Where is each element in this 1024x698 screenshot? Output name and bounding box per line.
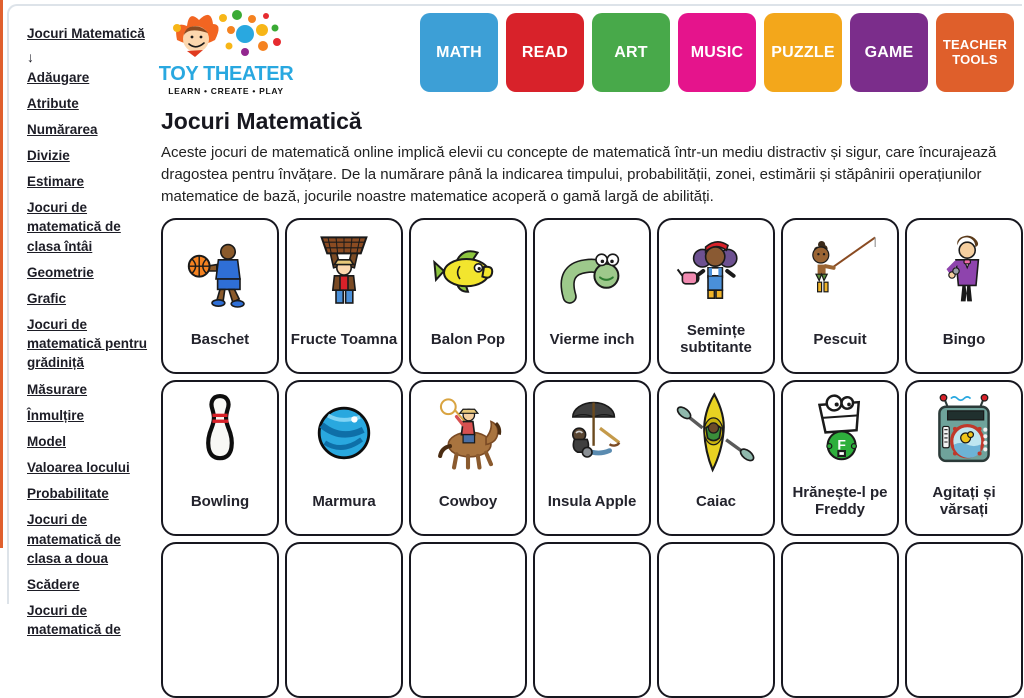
fishing-girl-icon [798, 231, 882, 311]
sidebar-item-geometrie[interactable]: Geometrie [27, 264, 94, 280]
sidebar-item-valoarea-locului[interactable]: Valoarea locului [27, 460, 130, 476]
nav-math-button[interactable]: MATH [420, 13, 498, 92]
freddy-cup-frog-icon [798, 392, 882, 474]
nav-music-button[interactable]: MUSIC [678, 13, 756, 92]
game-card-baschet[interactable] [161, 218, 279, 374]
sidebar [27, 24, 149, 646]
game-card-partial [285, 542, 403, 698]
game-card-label: Bingo [942, 330, 986, 348]
game-card-pescuit[interactable] [781, 218, 899, 374]
sidebar-item-masurare[interactable]: Măsurare [27, 381, 88, 397]
game-card-marmura[interactable] [285, 380, 403, 536]
game-card-label: Pescuit [813, 330, 867, 348]
marble-icon [302, 393, 386, 473]
page-description: Aceste jocuri de matematică online implică elevii cu concepte de matematică într-un mediu distractiv și sigur, care încurajează dragostea pentru învățare. De la numărare până la indicarea timpului, probabilității, zonei, estimării și stăpânirii operațiunilor matematice de bază, jocurile noastre matematice acoperă o gamă largă de abilități. [161, 144, 997, 206]
sidebar-item-jocuri-matematica[interactable]: Jocuri Matematică [27, 26, 145, 41]
page-title: Jocuri Matematică [161, 108, 362, 134]
top-nav [420, 13, 1014, 92]
game-card-grid [161, 218, 1023, 698]
logo-tagline: LEARN • CREATE • PLAY [168, 86, 284, 96]
game-card-label: Insula Apple [547, 492, 637, 510]
sidebar-item-estimare[interactable]: Estimare [27, 174, 85, 190]
nav-read-button[interactable]: READ [506, 13, 584, 92]
cowgirl-horse-icon [422, 392, 514, 474]
game-card-label: Marmura [312, 492, 376, 510]
game-card-partial [781, 542, 899, 698]
sidebar-item-inmultire[interactable]: Înmulțire [27, 407, 85, 423]
game-card-label: Hrănește-l pe Freddy [792, 483, 888, 519]
game-card-vierme-inch[interactable] [533, 218, 651, 374]
fish-icon [426, 231, 510, 311]
sidebar-item-probabilitate[interactable]: Probabilitate [27, 486, 109, 502]
game-card-label: Semințe subtitante [680, 321, 752, 357]
sidebar-item-clasa-a-doua[interactable]: Jocuri de matematică de clasa a doua [27, 512, 121, 566]
basketball-player-icon [178, 231, 262, 311]
inchworm-icon [550, 231, 634, 311]
sidebar-item-grafic[interactable]: Grafic [27, 290, 67, 306]
game-card-label: Vierme inch [549, 330, 635, 348]
logo-title: TOY THEATER [158, 63, 294, 85]
game-card-partial [161, 542, 279, 698]
farmer-basket-icon [302, 231, 386, 311]
nav-art-button[interactable]: ART [592, 13, 670, 92]
game-card-fructe-toamna[interactable] [285, 218, 403, 374]
game-card-partial [905, 542, 1023, 698]
jester-dots-logo-icon [165, 6, 287, 64]
main-content [161, 108, 1023, 698]
game-card-balon-pop[interactable] [409, 218, 527, 374]
game-card-bingo[interactable] [905, 218, 1023, 374]
sidebar-item-model[interactable]: Model [27, 433, 66, 449]
game-card-label: Caiac [695, 492, 737, 510]
game-card-bowling[interactable] [161, 380, 279, 536]
toy-theater-logo[interactable] [158, 6, 294, 96]
sidebar-item-gradinita[interactable]: Jocuri de matematică pentru grădiniță [27, 317, 148, 371]
game-card-label: Bowling [190, 492, 250, 510]
sidebar-item-scadere[interactable]: Scădere [27, 576, 80, 592]
game-card-label: Cowboy [438, 492, 498, 510]
nav-teacher-tools-button[interactable]: TEACHER TOOLS [936, 13, 1014, 92]
umbrella-catapult-icon [550, 393, 634, 473]
game-card-partial [657, 542, 775, 698]
sidebar-item-truncated[interactable]: Jocuri de matematică de [27, 602, 121, 638]
sidebar-item-clasa-intai[interactable]: Jocuri de matematică de clasa întâi [27, 200, 121, 254]
girl-watering-can-icon [674, 231, 758, 311]
game-card-label: Baschet [190, 330, 250, 348]
game-card-label: Agitați și vărsați [932, 483, 996, 519]
game-card-insula-apple[interactable] [533, 380, 651, 536]
game-card-agitati[interactable] [905, 380, 1023, 536]
game-card-freddy[interactable] [781, 380, 899, 536]
shake-spill-machine-icon [922, 392, 1006, 474]
game-card-partial [409, 542, 527, 698]
game-card-seminte[interactable] [657, 218, 775, 374]
sidebar-item-divizie[interactable]: Divizie [27, 148, 70, 164]
game-card-partial [533, 542, 651, 698]
sidebar-item-numararea[interactable]: Numărarea [27, 121, 98, 137]
sidebar-item-adaugare[interactable]: Adăugare [27, 69, 90, 85]
page-left-accent-bar [0, 0, 3, 548]
game-card-cowboy[interactable] [409, 380, 527, 536]
game-card-caiac[interactable] [657, 380, 775, 536]
nav-puzzle-button[interactable]: PUZZLE [764, 13, 842, 92]
svg-text:F: F [837, 436, 846, 453]
kayak-icon [674, 391, 758, 475]
current-page-arrow: ↓ [27, 49, 34, 66]
nav-game-button[interactable]: GAME [850, 13, 928, 92]
sidebar-item-atribute[interactable]: Atribute [27, 95, 79, 111]
game-card-label: Balon Pop [430, 330, 506, 348]
bingo-host-icon [922, 231, 1006, 311]
bowling-pin-icon [178, 391, 262, 475]
game-card-label: Fructe Toamna [290, 330, 398, 348]
